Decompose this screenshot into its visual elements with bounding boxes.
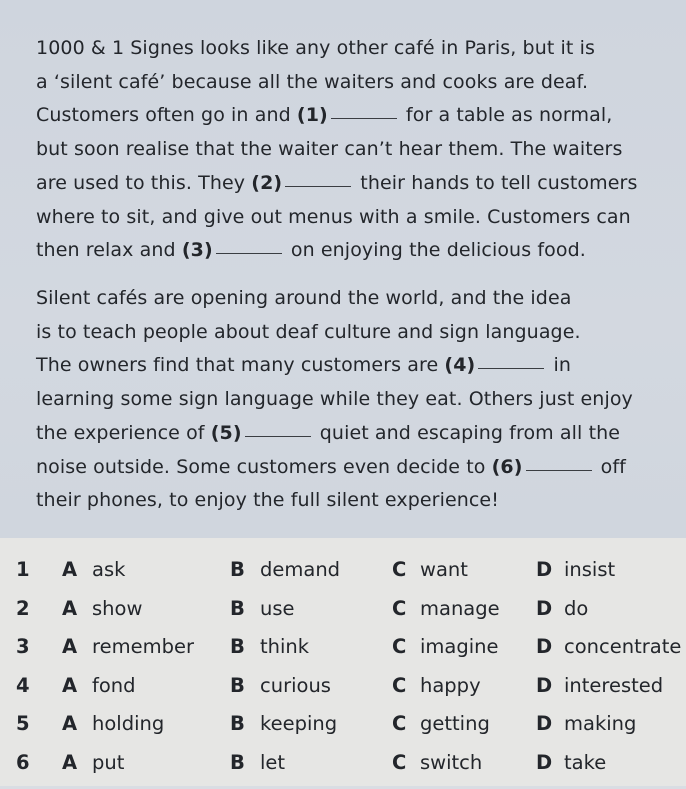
answer-blank[interactable]	[216, 252, 282, 254]
option-b[interactable]: curious	[260, 673, 331, 697]
option-letter-c: C	[392, 558, 407, 581]
passage-text: Silent cafés are opening around the world, and the idea	[36, 287, 572, 309]
option-letter-a: A	[62, 558, 78, 581]
passage-text: noise outside. Some customers even decide to	[36, 455, 492, 478]
answer-blank[interactable]	[285, 185, 351, 187]
passage-text: are used to this. They	[36, 171, 252, 194]
option-letter-a: A	[62, 635, 78, 659]
passage-text: learning some sign language while they eat. Others just enjoy	[36, 388, 633, 411]
option-a[interactable]: holding	[92, 712, 165, 736]
option-a[interactable]: fond	[92, 673, 136, 697]
passage-text: is to teach people about deaf culture and sign language.	[36, 320, 581, 343]
option-letter-c: C	[392, 712, 407, 736]
passage-text: but soon realise that the waiter can’t hear them. The waiters	[36, 138, 623, 161]
option-letter-a: A	[62, 751, 78, 774]
option-letter-b: B	[230, 635, 245, 659]
passage-line	[36, 99, 672, 133]
option-d[interactable]: do	[564, 596, 589, 620]
passage-line	[36, 451, 672, 485]
answer-blank[interactable]	[478, 367, 544, 369]
question-row	[0, 558, 686, 596]
question-number: 2	[16, 596, 30, 620]
question-row	[0, 712, 686, 750]
passage-text: then relax and	[36, 239, 182, 262]
paragraph-2	[36, 282, 672, 518]
passage-line	[36, 133, 672, 167]
answer-options	[0, 538, 686, 786]
option-letter-a: A	[62, 712, 78, 736]
option-d[interactable]: insist	[564, 558, 616, 581]
passage-line	[36, 383, 672, 417]
option-a[interactable]: ask	[92, 558, 126, 581]
passage-line	[36, 32, 672, 66]
option-letter-b: B	[230, 673, 245, 697]
gap-number: (1)	[296, 104, 328, 127]
passage-line	[36, 349, 672, 383]
option-a[interactable]: show	[92, 596, 143, 620]
passage-text: their hands to tell customers	[354, 171, 638, 194]
option-d[interactable]: take	[564, 751, 607, 774]
option-b[interactable]: let	[260, 751, 286, 774]
option-letter-d: D	[536, 596, 553, 620]
passage-text: quiet and escaping from all the	[313, 421, 621, 444]
question-row	[0, 674, 686, 712]
question-number: 4	[16, 673, 30, 697]
option-d[interactable]: interested	[564, 673, 664, 697]
option-b[interactable]: keeping	[260, 712, 338, 736]
gap-number: (6)	[491, 455, 523, 478]
option-letter-c: C	[392, 673, 407, 697]
passage-text: 1000 & 1 Signes looks like any other café in Paris, but it is	[36, 37, 595, 59]
passage-text: in	[547, 354, 571, 377]
question-number: 6	[16, 751, 30, 774]
question-number: 5	[16, 712, 30, 736]
option-letter-d: D	[536, 673, 553, 697]
option-letter-c: C	[392, 596, 407, 620]
question-row	[0, 751, 686, 789]
passage-line	[36, 484, 672, 518]
option-letter-b: B	[230, 596, 245, 620]
passage-text: their phones, to enjoy the full silent experience!	[36, 489, 499, 512]
option-c[interactable]: want	[420, 558, 468, 581]
gap-number: (3)	[181, 239, 213, 262]
option-letter-c: C	[392, 635, 407, 659]
passage-line	[36, 167, 672, 201]
option-a[interactable]: remember	[92, 635, 194, 659]
option-letter-c: C	[392, 751, 407, 774]
passage-text: for a table as normal,	[399, 104, 613, 127]
question-row	[0, 597, 686, 635]
passage-line	[36, 66, 672, 100]
option-d[interactable]: concentrate	[564, 635, 682, 659]
option-letter-a: A	[62, 673, 78, 697]
option-letter-a: A	[62, 596, 78, 620]
passage-text: on enjoying the delicious food.	[284, 239, 586, 262]
option-b[interactable]: use	[260, 596, 295, 620]
option-letter-d: D	[536, 558, 553, 581]
gap-number: (4)	[444, 354, 476, 377]
option-c[interactable]: switch	[420, 751, 483, 774]
passage-text: a ‘silent café’ because all the waiters and cooks are deaf.	[36, 70, 589, 93]
question-number: 3	[16, 635, 30, 659]
passage-line	[36, 201, 672, 235]
passage-text: The owners find that many customers are	[36, 354, 445, 377]
option-letter-b: B	[230, 712, 245, 736]
option-c[interactable]: getting	[420, 712, 490, 736]
question-row	[0, 635, 686, 673]
option-c[interactable]: imagine	[420, 635, 499, 659]
answer-blank[interactable]	[245, 435, 311, 437]
option-c[interactable]: manage	[420, 596, 500, 620]
passage-text: off	[594, 455, 626, 478]
passage-text: the experience of	[36, 421, 211, 444]
paragraph-1	[36, 32, 672, 268]
passage-text: Customers often go in and	[36, 104, 297, 127]
option-letter-b: B	[230, 751, 245, 774]
question-number: 1	[16, 558, 30, 581]
option-d[interactable]: making	[564, 712, 637, 736]
option-b[interactable]: think	[260, 635, 310, 659]
option-a[interactable]: put	[92, 751, 125, 774]
answer-blank[interactable]	[526, 469, 592, 471]
option-c[interactable]: happy	[420, 673, 481, 697]
gap-number: (2)	[251, 171, 283, 194]
option-letter-b: B	[230, 558, 245, 581]
passage-line	[36, 316, 672, 350]
option-letter-d: D	[536, 712, 553, 736]
passage-line	[36, 282, 672, 316]
option-b[interactable]: demand	[260, 558, 341, 581]
passage-line	[36, 234, 672, 268]
passage-text: where to sit, and give out menus with a smile. Customers can	[36, 205, 631, 228]
answer-blank[interactable]	[331, 117, 397, 119]
option-letter-d: D	[536, 635, 553, 659]
option-letter-d: D	[536, 751, 553, 774]
gap-number: (5)	[210, 421, 242, 444]
passage-line	[36, 417, 672, 451]
